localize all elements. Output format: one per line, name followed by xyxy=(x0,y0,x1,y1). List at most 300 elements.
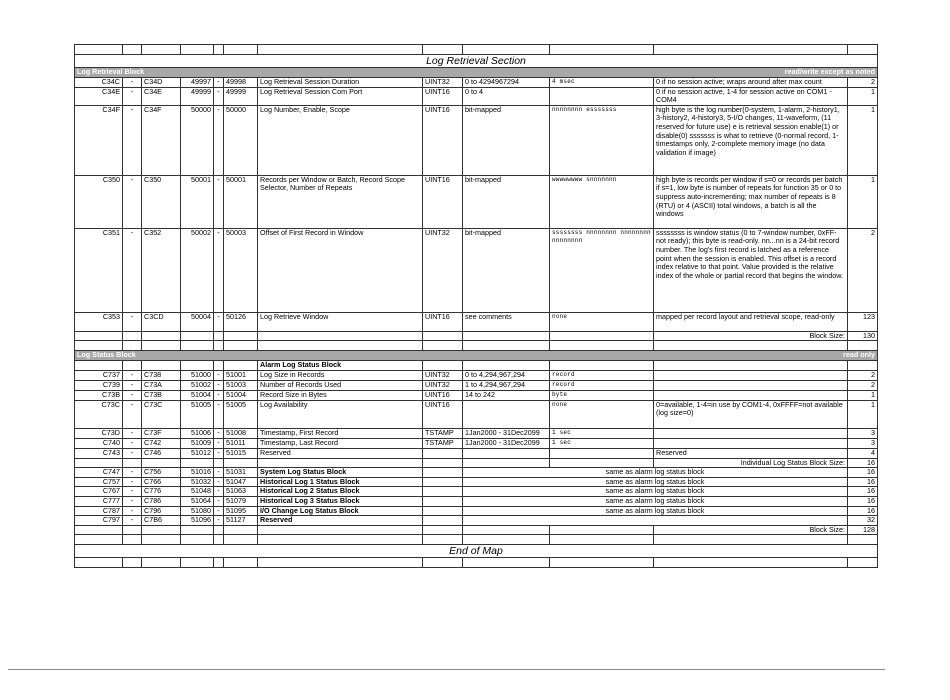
hex-start-cell: C757 xyxy=(75,477,123,487)
hex-start-cell: C34E xyxy=(75,87,123,105)
range-dash-cell: - xyxy=(123,506,142,516)
description-cell: I/O Change Log Status Block xyxy=(258,506,423,516)
description-cell: Timestamp, First Record xyxy=(258,428,423,438)
empty-cell xyxy=(463,360,550,370)
units-cell: none xyxy=(550,400,654,428)
range-dash-cell: - xyxy=(123,77,142,87)
size-label-cell: Block Size: xyxy=(654,331,848,341)
size-cell: 123 xyxy=(848,312,878,331)
dec-end-cell: 51011 xyxy=(224,438,258,448)
size-cell: 1 xyxy=(848,105,878,175)
empty-cell xyxy=(848,558,878,568)
comments-cell: ssssssss is window status (0 to 7-window number, 0xFF-not ready); this byte is read-only. nn...nn is a 24-bit record number. The log's first record is latched as a reference point when the session is enabled. This offset is a record index relative to that point. Value provided is the relative index of the whole or partial record that begins the window. xyxy=(654,228,848,312)
units-cell: 1 sec xyxy=(550,428,654,438)
range-dash-cell: - xyxy=(214,228,224,312)
size-cell: 1 xyxy=(848,87,878,105)
block-size-row xyxy=(75,331,878,341)
status-block-row xyxy=(75,516,878,526)
range-cell: bit-mapped xyxy=(463,175,550,228)
empty-cell xyxy=(123,525,142,535)
dec-end-cell: 50000 xyxy=(224,105,258,175)
comments-cell: 0 if no session active, 1-4 for session active on COM1 - COM4 xyxy=(654,87,848,105)
dec-start-cell: 51032 xyxy=(181,477,214,487)
range-dash-cell: - xyxy=(123,105,142,175)
empty-cell xyxy=(423,516,463,526)
range-cell: 1Jan2000 - 31Dec2099 xyxy=(463,428,550,438)
hex-end-cell: C776 xyxy=(142,487,181,497)
empty-cell xyxy=(423,487,463,497)
empty-cell xyxy=(258,341,423,351)
empty-cell xyxy=(423,558,463,568)
spacer-row xyxy=(75,45,878,55)
hex-end-cell: C7B6 xyxy=(142,516,181,526)
size-cell: 2 xyxy=(848,370,878,380)
range-dash-cell: - xyxy=(123,400,142,428)
empty-cell xyxy=(550,535,654,545)
range-dash-cell: - xyxy=(214,428,224,438)
dec-start-cell: 51048 xyxy=(181,487,214,497)
dec-end-cell: 49998 xyxy=(224,77,258,87)
range-dash-cell: - xyxy=(123,87,142,105)
status-block-row xyxy=(75,477,878,487)
same-as-note-cell: same as alarm log status block xyxy=(463,487,848,497)
dec-start-cell: 51096 xyxy=(181,516,214,526)
block-size-row xyxy=(75,525,878,535)
empty-cell xyxy=(258,558,423,568)
dec-start-cell: 51080 xyxy=(181,506,214,516)
subheader-row xyxy=(75,360,878,370)
empty-cell xyxy=(123,341,142,351)
hex-end-cell: C73C xyxy=(142,400,181,428)
empty-cell xyxy=(214,535,224,545)
hex-start-cell: C34F xyxy=(75,105,123,175)
description-cell: Log Size in Records xyxy=(258,370,423,380)
comments-cell: high byte is the log number(0-system, 1-alarm, 2-history1, 3-history2, 4-history3, 5-I/O changes, 11-waveform, (11 reserved for future use) e is retrieval session enable(1) or disable(0) sssssss is what to retrieve (0-normal record, 1-timestamps only, 2-complete memory image (no data validation if image) xyxy=(654,105,848,175)
empty-cell xyxy=(463,341,550,351)
dec-end-cell: 51008 xyxy=(224,428,258,438)
range-dash-cell: - xyxy=(214,448,224,458)
empty-cell xyxy=(224,341,258,351)
description-cell: Record Size in Bytes xyxy=(258,390,423,400)
empty-cell xyxy=(142,458,181,468)
hex-end-cell: C34F xyxy=(142,105,181,175)
size-cell: 1 xyxy=(848,400,878,428)
empty-cell xyxy=(181,558,214,568)
empty-cell xyxy=(423,468,463,478)
range-dash-cell: - xyxy=(123,175,142,228)
hex-start-cell: C777 xyxy=(75,496,123,506)
hex-end-cell: C73B xyxy=(142,390,181,400)
range-dash-cell: - xyxy=(123,228,142,312)
range-dash-cell: - xyxy=(123,312,142,331)
dec-end-cell: 49999 xyxy=(224,87,258,105)
empty-cell xyxy=(423,341,463,351)
empty-cell xyxy=(181,341,214,351)
range-dash-cell: - xyxy=(214,400,224,428)
empty-cell xyxy=(123,535,142,545)
format-cell: TSTAMP xyxy=(423,428,463,438)
empty-cell xyxy=(654,360,848,370)
hex-end-cell: C350 xyxy=(142,175,181,228)
register-row xyxy=(75,390,878,400)
dec-end-cell: 51063 xyxy=(224,487,258,497)
dec-end-cell: 51047 xyxy=(224,477,258,487)
dec-start-cell: 51005 xyxy=(181,400,214,428)
empty-cell xyxy=(463,558,550,568)
range-cell xyxy=(463,448,550,458)
hex-end-cell: C786 xyxy=(142,496,181,506)
empty-cell xyxy=(550,458,654,468)
empty-cell xyxy=(123,360,142,370)
access-note: read/write except as noted xyxy=(784,67,875,76)
empty-cell xyxy=(463,331,550,341)
units-cell: 4 msec xyxy=(550,77,654,87)
dec-start-cell: 51006 xyxy=(181,428,214,438)
range-dash-cell: - xyxy=(214,496,224,506)
register-row xyxy=(75,175,878,228)
spacer-row xyxy=(75,558,878,568)
same-as-note-cell: same as alarm log status block xyxy=(463,506,848,516)
size-value-cell: 130 xyxy=(848,331,878,341)
empty-cell xyxy=(423,331,463,341)
units-cell: none xyxy=(550,312,654,331)
empty-cell xyxy=(214,360,224,370)
empty-cell xyxy=(75,458,123,468)
comments-cell: 0 if no session active; wraps around after max count xyxy=(654,77,848,87)
format-cell xyxy=(423,448,463,458)
range-dash-cell: - xyxy=(214,487,224,497)
dec-end-cell: 51015 xyxy=(224,448,258,458)
hex-start-cell: C353 xyxy=(75,312,123,331)
size-cell: 32 xyxy=(848,516,878,526)
empty-cell xyxy=(550,331,654,341)
dec-start-cell: 50002 xyxy=(181,228,214,312)
units-cell: byte xyxy=(550,390,654,400)
range-cell: 14 to 242 xyxy=(463,390,550,400)
hex-end-cell: C352 xyxy=(142,228,181,312)
empty-cell xyxy=(142,331,181,341)
size-cell: 3 xyxy=(848,428,878,438)
empty-cell xyxy=(550,360,654,370)
same-as-note-cell: same as alarm log status block xyxy=(463,468,848,478)
empty-cell xyxy=(224,360,258,370)
range-dash-cell: - xyxy=(214,87,224,105)
empty-cell xyxy=(123,458,142,468)
size-cell: 4 xyxy=(848,448,878,458)
dec-start-cell: 49999 xyxy=(181,87,214,105)
empty-cell xyxy=(848,535,878,545)
dec-end-cell: 51079 xyxy=(224,496,258,506)
units-cell xyxy=(550,448,654,458)
size-cell: 1 xyxy=(848,175,878,228)
empty-cell xyxy=(181,458,214,468)
register-row xyxy=(75,228,878,312)
format-cell: UINT16 xyxy=(423,175,463,228)
dec-end-cell: 51001 xyxy=(224,370,258,380)
empty-cell xyxy=(463,45,550,55)
hex-end-cell: C73F xyxy=(142,428,181,438)
size-cell: 16 xyxy=(848,477,878,487)
empty-cell xyxy=(550,558,654,568)
empty-cell xyxy=(214,525,224,535)
size-cell: 2 xyxy=(848,228,878,312)
units-cell xyxy=(550,87,654,105)
hex-start-cell: C767 xyxy=(75,487,123,497)
size-label-cell: Block Size: xyxy=(654,525,848,535)
description-cell: Log Availability xyxy=(258,400,423,428)
empty-cell xyxy=(123,331,142,341)
empty-cell xyxy=(142,525,181,535)
range-dash-cell: - xyxy=(123,390,142,400)
empty-cell xyxy=(75,45,123,55)
dec-end-cell: 50001 xyxy=(224,175,258,228)
range-dash-cell: - xyxy=(214,105,224,175)
size-cell: 16 xyxy=(848,487,878,497)
units-cell: ssssssss nnnnnnnn nnnnnnnn nnnnnnnn xyxy=(550,228,654,312)
empty-cell xyxy=(75,535,123,545)
status-block-row xyxy=(75,496,878,506)
range-cell: bit-mapped xyxy=(463,105,550,175)
comments-cell: 0=available, 1-4=in use by COM1-4, 0xFFFF=not available (log size=0) xyxy=(654,400,848,428)
dec-start-cell: 50001 xyxy=(181,175,214,228)
empty-cell xyxy=(463,525,550,535)
empty-cell xyxy=(214,331,224,341)
range-dash-cell: - xyxy=(123,380,142,390)
units-cell: 1 sec xyxy=(550,438,654,448)
empty-cell xyxy=(848,45,878,55)
dec-start-cell: 49997 xyxy=(181,77,214,87)
units-cell: wwwwwwww snnnnnnn xyxy=(550,175,654,228)
empty-cell xyxy=(654,341,848,351)
size-cell: 16 xyxy=(848,468,878,478)
empty-cell xyxy=(654,45,848,55)
register-map-table xyxy=(74,44,878,568)
size-cell: 16 xyxy=(848,496,878,506)
hex-end-cell: C34E xyxy=(142,87,181,105)
empty-cell xyxy=(75,360,123,370)
end-row xyxy=(75,545,878,558)
range-dash-cell: - xyxy=(214,390,224,400)
range-dash-cell: - xyxy=(123,496,142,506)
range-dash-cell: - xyxy=(214,380,224,390)
empty-cell xyxy=(848,341,878,351)
format-cell: UINT16 xyxy=(423,87,463,105)
footer-divider xyxy=(8,669,885,670)
description-cell: Log Retrieve Window xyxy=(258,312,423,331)
dec-end-cell: 51005 xyxy=(224,400,258,428)
hex-start-cell: C787 xyxy=(75,506,123,516)
access-note: read only xyxy=(843,350,875,360)
empty-cell xyxy=(181,525,214,535)
range-dash-cell: - xyxy=(123,428,142,438)
empty-cell xyxy=(75,331,123,341)
hex-start-cell: C34C xyxy=(75,77,123,87)
empty-cell xyxy=(123,45,142,55)
empty-cell xyxy=(258,525,423,535)
size-cell: 2 xyxy=(848,380,878,390)
empty-cell xyxy=(142,341,181,351)
range-dash-cell: - xyxy=(214,175,224,228)
empty-cell xyxy=(214,45,224,55)
comments-cell xyxy=(654,370,848,380)
size-label-cell: Individual Log Status Block Size: xyxy=(654,458,848,468)
empty-cell xyxy=(848,360,878,370)
description-cell: Timestamp, Last Record xyxy=(258,438,423,448)
empty-cell xyxy=(258,535,423,545)
range-dash-cell: - xyxy=(214,438,224,448)
comments-cell xyxy=(654,390,848,400)
empty-cell xyxy=(181,331,214,341)
range-dash-cell: - xyxy=(123,438,142,448)
range-dash-cell: - xyxy=(123,477,142,487)
hex-start-cell: C747 xyxy=(75,468,123,478)
empty-cell xyxy=(423,496,463,506)
dec-start-cell: 51016 xyxy=(181,468,214,478)
empty-cell xyxy=(214,341,224,351)
description-cell: Reserved xyxy=(258,448,423,458)
range-cell: 1Jan2000 - 31Dec2099 xyxy=(463,438,550,448)
format-cell: UINT16 xyxy=(423,105,463,175)
same-as-note-cell xyxy=(463,516,848,526)
empty-cell xyxy=(550,525,654,535)
block-name: Log Status Block xyxy=(77,350,136,360)
range-dash-cell: - xyxy=(123,448,142,458)
format-cell: TSTAMP xyxy=(423,438,463,448)
range-dash-cell: - xyxy=(123,370,142,380)
empty-cell xyxy=(423,535,463,545)
block-header-row xyxy=(75,68,878,78)
description-cell: Historical Log 1 Status Block xyxy=(258,477,423,487)
comments-cell xyxy=(654,438,848,448)
dec-end-cell: 50126 xyxy=(224,312,258,331)
hex-start-cell: C73D xyxy=(75,428,123,438)
dec-start-cell: 50000 xyxy=(181,105,214,175)
hex-end-cell: C756 xyxy=(142,468,181,478)
dec-start-cell: 51009 xyxy=(181,438,214,448)
description-cell: Records per Window or Batch, Record Scope Selector, Number of Repeats xyxy=(258,175,423,228)
dec-end-cell: 51003 xyxy=(224,380,258,390)
format-cell: UINT32 xyxy=(423,228,463,312)
hex-start-cell: C739 xyxy=(75,380,123,390)
empty-cell xyxy=(654,558,848,568)
range-cell: 0 to 4294967294 xyxy=(463,77,550,87)
hex-end-cell: C742 xyxy=(142,438,181,448)
block-header-row xyxy=(75,351,878,361)
hex-end-cell: C3CD xyxy=(142,312,181,331)
description-cell: Log Retrieval Session Duration xyxy=(258,77,423,87)
empty-cell xyxy=(224,458,258,468)
size-cell: 3 xyxy=(848,438,878,448)
empty-cell xyxy=(224,525,258,535)
dec-end-cell: 50003 xyxy=(224,228,258,312)
size-value-cell: 16 xyxy=(848,458,878,468)
units-cell: nnnnnnnn esssssss xyxy=(550,105,654,175)
range-dash-cell: - xyxy=(214,477,224,487)
format-cell: UINT16 xyxy=(423,312,463,331)
empty-cell xyxy=(142,360,181,370)
hex-end-cell: C796 xyxy=(142,506,181,516)
dec-start-cell: 51012 xyxy=(181,448,214,458)
hex-start-cell: C797 xyxy=(75,516,123,526)
block-name: Log Retrieval Block xyxy=(77,67,145,76)
register-row xyxy=(75,400,878,428)
empty-cell xyxy=(214,458,224,468)
hex-end-cell: C746 xyxy=(142,448,181,458)
empty-cell xyxy=(654,535,848,545)
hex-start-cell: C743 xyxy=(75,448,123,458)
dec-start-cell: 51064 xyxy=(181,496,214,506)
description-cell: Historical Log 2 Status Block xyxy=(258,487,423,497)
size-value-cell: 128 xyxy=(848,525,878,535)
section-title: Log Retrieval Section xyxy=(75,55,878,68)
empty-cell xyxy=(550,45,654,55)
empty-cell xyxy=(423,525,463,535)
empty-cell xyxy=(423,458,463,468)
section-header-cell xyxy=(75,68,878,78)
range-dash-cell: - xyxy=(214,506,224,516)
description-cell: Number of Records Used xyxy=(258,380,423,390)
range-cell: see comments xyxy=(463,312,550,331)
range-dash-cell: - xyxy=(123,516,142,526)
description-cell: Log Number, Enable, Scope xyxy=(258,105,423,175)
range-cell: 1 to 4,294,967,294 xyxy=(463,380,550,390)
status-block-row xyxy=(75,487,878,497)
individual-size-row xyxy=(75,458,878,468)
comments-cell: mapped per record layout and retrieval scope, read-only xyxy=(654,312,848,331)
empty-cell xyxy=(75,525,123,535)
empty-cell xyxy=(75,341,123,351)
description-cell: Reserved xyxy=(258,516,423,526)
empty-cell xyxy=(123,558,142,568)
hex-end-cell: C738 xyxy=(142,370,181,380)
size-cell: 1 xyxy=(848,390,878,400)
empty-cell xyxy=(224,331,258,341)
spacer-row xyxy=(75,535,878,545)
description-cell: System Log Status Block xyxy=(258,468,423,478)
hex-start-cell: C740 xyxy=(75,438,123,448)
empty-cell xyxy=(142,558,181,568)
comments-cell xyxy=(654,380,848,390)
register-row xyxy=(75,77,878,87)
empty-cell xyxy=(423,360,463,370)
dec-end-cell: 51031 xyxy=(224,468,258,478)
register-row xyxy=(75,370,878,380)
format-cell: UINT16 xyxy=(423,400,463,428)
empty-cell xyxy=(181,360,214,370)
format-cell: UINT32 xyxy=(423,370,463,380)
dec-start-cell: 50004 xyxy=(181,312,214,331)
hex-start-cell: C350 xyxy=(75,175,123,228)
range-cell: 0 to 4,294,967,294 xyxy=(463,370,550,380)
same-as-note-cell: same as alarm log status block xyxy=(463,477,848,487)
format-cell: UINT32 xyxy=(423,380,463,390)
dec-start-cell: 51004 xyxy=(181,390,214,400)
range-dash-cell: - xyxy=(214,468,224,478)
empty-cell xyxy=(142,535,181,545)
empty-cell xyxy=(258,458,423,468)
empty-cell xyxy=(423,45,463,55)
section-header-cell xyxy=(75,351,878,361)
title-row xyxy=(75,55,878,68)
hex-start-cell: C73C xyxy=(75,400,123,428)
range-cell: bit-mapped xyxy=(463,228,550,312)
empty-cell xyxy=(214,558,224,568)
register-row xyxy=(75,428,878,438)
empty-cell xyxy=(75,558,123,568)
format-cell: UINT16 xyxy=(423,390,463,400)
range-cell: 0 to 4 xyxy=(463,87,550,105)
hex-end-cell: C766 xyxy=(142,477,181,487)
